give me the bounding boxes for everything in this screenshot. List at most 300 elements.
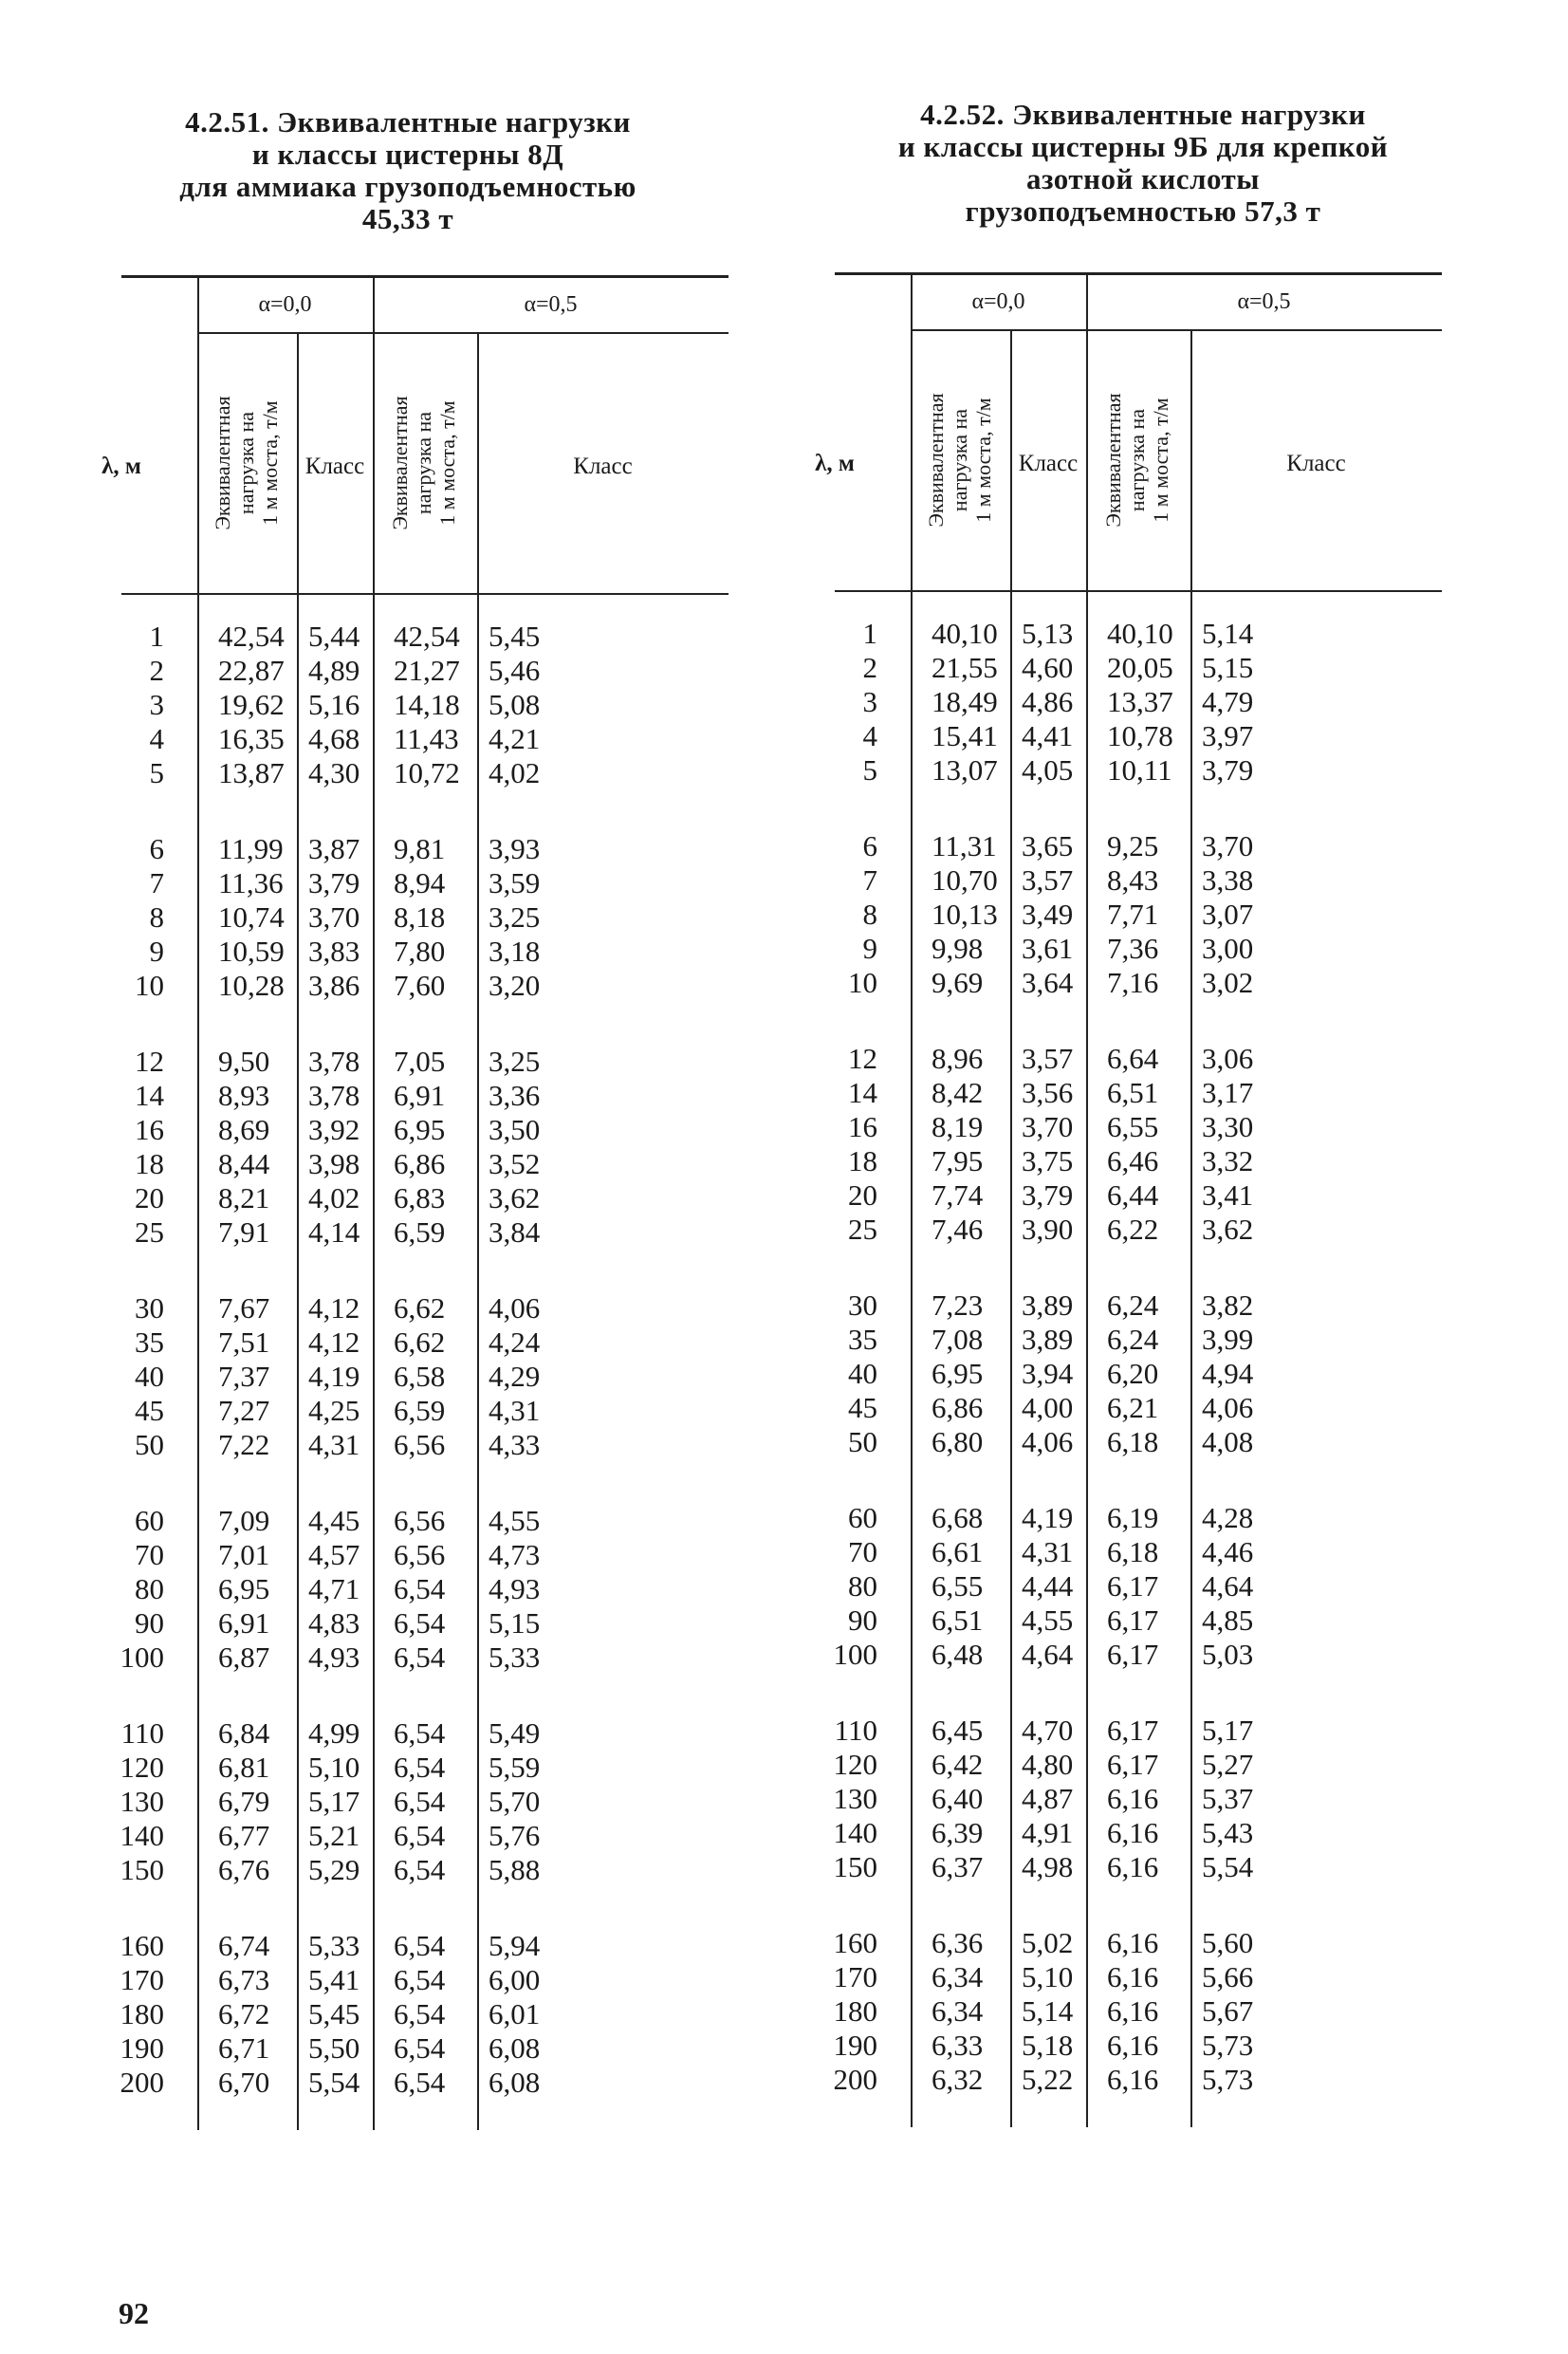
class-cell-a05: 3,82 [1202, 1288, 1254, 1322]
lambda-cell: 9 [862, 932, 877, 965]
load-cell-a0: 19,62 [218, 688, 285, 721]
load-cell-a0: 6,72 [218, 1997, 270, 2030]
load-cell-a05: 6,19 [1107, 1501, 1159, 1534]
class-cell-a0: 4,30 [308, 756, 360, 789]
load-cell-a0: 6,51 [932, 1603, 984, 1637]
class-cell-a05: 5,37 [1202, 1782, 1254, 1815]
load-cell-a05: 11,43 [394, 722, 459, 755]
load-cell-a05: 6,18 [1107, 1535, 1159, 1568]
lambda-cell: 70 [135, 1538, 164, 1571]
load-cell-a05: 6,62 [394, 1325, 446, 1359]
load-cell-a0: 6,32 [932, 2063, 984, 2096]
class-cell-a05: 5,15 [1202, 651, 1254, 684]
class-cell-a0: 4,12 [308, 1325, 360, 1359]
class-cell-a05: 4,28 [1202, 1501, 1254, 1534]
alpha-right-label: α=0,5 [1237, 289, 1291, 314]
class-cell-a05: 5,08 [489, 688, 541, 721]
load-cell-a05: 8,43 [1107, 863, 1159, 897]
class-cell-a0: 3,61 [1022, 932, 1074, 965]
lambda-cell: 7 [149, 866, 164, 899]
load-cell-a0: 42,54 [218, 620, 285, 653]
load-cell-a05: 6,16 [1107, 1850, 1159, 1883]
class-cell-a0: 3,75 [1022, 1144, 1074, 1177]
class-cell-a0: 4,80 [1022, 1748, 1074, 1781]
load-cell-a05: 6,54 [394, 1640, 446, 1674]
lambda-cell: 90 [135, 1606, 164, 1640]
load-header-line: 1 м моста, т/м [435, 399, 459, 526]
lambda-cell: 7 [862, 863, 877, 897]
class-cell-a0: 4,25 [308, 1394, 360, 1427]
load-cell-a0: 7,91 [218, 1215, 270, 1249]
load-cell-a05: 14,18 [394, 688, 460, 721]
class-cell-a05: 5,73 [1202, 2063, 1254, 2096]
lambda-cell: 140 [120, 1819, 164, 1852]
class-cell-a05: 3,79 [1202, 753, 1254, 787]
class-cell-a0: 3,98 [308, 1147, 360, 1180]
class-cell-a05: 6,00 [489, 1963, 541, 1996]
load-cell-a05: 6,54 [394, 1997, 446, 2030]
class-cell-a05: 3,07 [1202, 898, 1254, 931]
lambda-cell: 100 [120, 1640, 164, 1674]
alpha-rule [911, 329, 1442, 331]
lambda-cell: 190 [833, 2029, 877, 2062]
load-cell-a05: 10,78 [1107, 719, 1173, 752]
lambda-cell: 180 [833, 1994, 877, 2028]
lambda-cell: 10 [135, 969, 164, 1002]
load-cell-a0: 6,74 [218, 1929, 270, 1962]
class-cell-a05: 6,08 [489, 2066, 541, 2099]
class-cell-a0: 4,99 [308, 1716, 360, 1750]
load-cell-a05: 6,58 [394, 1360, 446, 1393]
top-rule [835, 272, 1442, 275]
load-cell-a05: 7,36 [1107, 932, 1159, 965]
lambda-cell: 40 [135, 1360, 164, 1393]
load-cell-a05: 6,54 [394, 1819, 446, 1852]
lambda-cell: 100 [833, 1638, 877, 1671]
load-cell-a05: 6,54 [394, 1963, 446, 1996]
class-cell-a0: 3,64 [1022, 966, 1074, 999]
lambda-cell: 2 [149, 654, 164, 687]
load-cell-a0: 7,51 [218, 1325, 270, 1359]
load-cell-a05: 6,59 [394, 1394, 446, 1427]
lambda-cell: 45 [135, 1394, 164, 1427]
load-cell-a0: 6,95 [932, 1357, 984, 1390]
class-cell-a05: 5,67 [1202, 1994, 1254, 2028]
class-cell-a05: 5,17 [1202, 1714, 1254, 1747]
load-cell-a0: 16,35 [218, 722, 285, 755]
load-cell-a05: 6,46 [1107, 1144, 1159, 1177]
load-cell-a0: 7,67 [218, 1291, 270, 1325]
class-cell-a05: 3,62 [1202, 1213, 1254, 1246]
class-cell-a0: 4,70 [1022, 1714, 1074, 1747]
class-cell-a05: 4,85 [1202, 1603, 1254, 1637]
class-cell-a05: 3,02 [1202, 966, 1254, 999]
class-cell-a0: 5,13 [1022, 617, 1074, 650]
lambda-cell: 110 [120, 1716, 164, 1750]
header-bottom-rule [835, 590, 1442, 592]
class-cell-a0: 4,87 [1022, 1782, 1074, 1815]
class-cell-a05: 4,31 [489, 1394, 541, 1427]
class-cell-a0: 3,89 [1022, 1288, 1074, 1322]
table-1-title-line-1: 4.2.51. Эквивалентные нагрузки [185, 105, 631, 139]
load-cell-a0: 8,96 [932, 1042, 984, 1075]
lambda-cell: 60 [848, 1501, 877, 1534]
load-cell-a05: 6,54 [394, 1606, 446, 1640]
class-cell-a05: 3,06 [1202, 1042, 1254, 1075]
load-cell-a05: 6,16 [1107, 1816, 1159, 1849]
class-header-left: Класс [1018, 451, 1079, 476]
load-cell-a05: 6,86 [394, 1147, 446, 1180]
load-cell-a05: 7,16 [1107, 966, 1159, 999]
lambda-cell: 25 [848, 1213, 877, 1246]
class-cell-a0: 4,31 [1022, 1535, 1074, 1568]
load-cell-a0: 6,76 [218, 1853, 270, 1886]
class-cell-a05: 4,21 [489, 722, 541, 755]
load-header-line: Эквивалентная [388, 395, 412, 530]
column-rule [911, 272, 913, 2127]
load-cell-a0: 7,23 [932, 1288, 984, 1322]
class-cell-a05: 5,43 [1202, 1816, 1254, 1849]
lambda-cell: 30 [848, 1288, 877, 1322]
load-header-line: нагрузка на [1125, 408, 1149, 511]
class-cell-a0: 4,05 [1022, 753, 1074, 787]
class-cell-a05: 3,30 [1202, 1110, 1254, 1143]
load-cell-a0: 6,37 [932, 1850, 984, 1883]
class-cell-a05: 5,27 [1202, 1748, 1254, 1781]
lambda-cell: 1 [862, 617, 877, 650]
lambda-cell: 10 [848, 966, 877, 999]
load-cell-a0: 8,19 [932, 1110, 984, 1143]
load-cell-a0: 8,44 [218, 1147, 270, 1180]
load-cell-a05: 6,64 [1107, 1042, 1159, 1075]
load-cell-a0: 9,50 [218, 1045, 270, 1078]
load-cell-a0: 10,28 [218, 969, 285, 1002]
load-header-line: нагрузка на [233, 411, 258, 514]
load-cell-a05: 21,27 [394, 654, 460, 687]
load-cell-a0: 7,46 [932, 1213, 984, 1246]
load-cell-a05: 6,55 [1107, 1110, 1159, 1143]
load-cell-a05: 10,72 [394, 756, 460, 789]
load-cell-a05: 6,62 [394, 1291, 446, 1325]
lambda-cell: 90 [848, 1603, 877, 1637]
lambda-cell: 40 [848, 1357, 877, 1390]
lambda-cell: 50 [135, 1428, 164, 1461]
class-cell-a0: 5,10 [308, 1751, 360, 1784]
lambda-cell: 14 [848, 1076, 877, 1109]
load-cell-a05: 9,25 [1107, 829, 1159, 862]
alpha-rule [197, 332, 729, 334]
load-cell-a0: 13,87 [218, 756, 285, 789]
load-cell-a0: 7,09 [218, 1504, 270, 1537]
class-cell-a05: 5,45 [489, 620, 541, 653]
lambda-cell: 2 [862, 651, 877, 684]
load-cell-a05: 6,56 [394, 1538, 446, 1571]
lambda-cell: 130 [120, 1785, 164, 1818]
lambda-cell: 18 [848, 1144, 877, 1177]
load-cell-a0: 10,13 [932, 898, 998, 931]
load-cell-a05: 6,95 [394, 1113, 446, 1146]
load-cell-a05: 10,11 [1107, 753, 1172, 787]
lambda-cell: 8 [862, 898, 877, 931]
lambda-cell: 25 [135, 1215, 164, 1249]
load-header-line: Эквивалентная [923, 392, 948, 528]
lambda-cell: 35 [135, 1325, 164, 1359]
class-cell-a05: 5,60 [1202, 1926, 1254, 1959]
header-bottom-rule [121, 593, 729, 595]
load-cell-a05: 6,54 [394, 1853, 446, 1886]
load-cell-a05: 6,21 [1107, 1391, 1159, 1424]
class-cell-a0: 3,94 [1022, 1357, 1074, 1390]
class-cell-a05: 3,17 [1202, 1076, 1254, 1109]
load-cell-a05: 6,24 [1107, 1323, 1159, 1356]
load-cell-a05: 6,16 [1107, 1926, 1159, 1959]
load-cell-a05: 6,16 [1107, 2029, 1159, 2062]
load-header-line: 1 м моста, т/м [970, 397, 995, 523]
class-cell-a0: 4,68 [308, 722, 360, 755]
class-cell-a05: 3,25 [489, 1045, 541, 1078]
lambda-cell: 4 [862, 719, 877, 752]
class-cell-a0: 4,93 [308, 1640, 360, 1674]
table-2-title-line-4: грузоподъемностью 57,3 т [965, 195, 1321, 228]
class-cell-a0: 5,50 [308, 2031, 360, 2065]
load-cell-a0: 6,84 [218, 1716, 270, 1750]
load-cell-a05: 20,05 [1107, 651, 1173, 684]
class-cell-a0: 5,45 [308, 1997, 360, 2030]
lambda-cell: 190 [120, 2031, 164, 2065]
load-cell-a05: 7,80 [394, 935, 446, 968]
class-cell-a05: 4,94 [1202, 1357, 1254, 1390]
lambda-cell: 12 [135, 1045, 164, 1078]
class-cell-a05: 3,18 [489, 935, 541, 968]
lambda-cell: 30 [135, 1291, 164, 1325]
class-cell-a0: 4,55 [1022, 1603, 1074, 1637]
class-cell-a0: 4,83 [308, 1606, 360, 1640]
class-cell-a0: 4,31 [308, 1428, 360, 1461]
load-header-line: нагрузка на [412, 411, 435, 514]
lambda-cell: 200 [120, 2066, 164, 2099]
lambda-cell: 120 [120, 1751, 164, 1784]
load-cell-a0: 8,93 [218, 1079, 270, 1112]
class-cell-a05: 5,46 [489, 654, 541, 687]
class-cell-a05: 3,93 [489, 832, 541, 865]
class-cell-a05: 6,08 [489, 2031, 541, 2065]
load-header-line: нагрузка на [947, 408, 971, 511]
load-header-line: 1 м моста, т/м [1149, 397, 1172, 523]
column-rule [1010, 329, 1012, 2127]
load-cell-a0: 13,07 [932, 753, 998, 787]
load-header-right [1101, 337, 1175, 584]
class-cell-a05: 3,25 [489, 900, 541, 934]
lambda-cell: 14 [135, 1079, 164, 1112]
table-1-title-line-2: и классы цистерны 8Д [251, 138, 564, 171]
class-cell-a0: 5,41 [308, 1963, 360, 1996]
class-cell-a05: 5,73 [1202, 2029, 1254, 2062]
load-cell-a05: 6,24 [1107, 1288, 1159, 1322]
load-cell-a05: 42,54 [394, 620, 460, 653]
load-cell-a05: 6,54 [394, 2066, 446, 2099]
class-cell-a0: 5,18 [1022, 2029, 1074, 2062]
load-cell-a05: 6,18 [1107, 1425, 1159, 1458]
alpha-left-label: α=0,0 [971, 289, 1025, 314]
lambda-cell: 180 [120, 1997, 164, 2030]
load-cell-a05: 6,17 [1107, 1714, 1159, 1747]
lambda-cell: 130 [833, 1782, 877, 1815]
lambda-cell: 35 [848, 1323, 877, 1356]
class-cell-a0: 3,87 [308, 832, 360, 865]
lambda-cell: 60 [135, 1504, 164, 1537]
lambda-cell: 200 [833, 2063, 877, 2096]
class-cell-a0: 5,29 [308, 1853, 360, 1886]
table-2-title-line-1: 4.2.52. Эквивалентные нагрузки [920, 98, 1366, 131]
class-cell-a05: 5,66 [1202, 1960, 1254, 1993]
load-cell-a0: 7,27 [218, 1394, 270, 1427]
class-cell-a0: 4,00 [1022, 1391, 1074, 1424]
load-cell-a05: 13,37 [1107, 685, 1173, 718]
load-cell-a05: 6,22 [1107, 1213, 1159, 1246]
class-cell-a05: 5,33 [489, 1640, 541, 1674]
class-cell-a0: 4,57 [308, 1538, 360, 1571]
class-cell-a0: 4,60 [1022, 651, 1074, 684]
load-cell-a05: 6,16 [1107, 2063, 1159, 2096]
column-rule [373, 275, 375, 2130]
class-header-right: Класс [1286, 451, 1346, 476]
load-cell-a0: 6,61 [932, 1535, 984, 1568]
alpha-right-label: α=0,5 [524, 292, 578, 317]
lambda-cell: 3 [862, 685, 877, 718]
load-cell-a0: 6,95 [218, 1572, 270, 1605]
class-cell-a05: 3,59 [489, 866, 541, 899]
class-cell-a0: 4,44 [1022, 1569, 1074, 1603]
class-cell-a0: 4,19 [308, 1360, 360, 1393]
class-cell-a0: 5,16 [308, 688, 360, 721]
load-header-line: Эквивалентная [1101, 392, 1125, 528]
lambda-cell: 170 [120, 1963, 164, 1996]
class-cell-a05: 4,79 [1202, 685, 1254, 718]
class-cell-a05: 4,06 [1202, 1391, 1254, 1424]
class-cell-a0: 3,78 [308, 1045, 360, 1078]
load-cell-a0: 11,36 [218, 866, 284, 899]
class-cell-a05: 3,00 [1202, 932, 1254, 965]
load-cell-a0: 7,08 [932, 1323, 984, 1356]
load-cell-a0: 6,87 [218, 1640, 270, 1674]
lambda-cell: 150 [120, 1853, 164, 1886]
class-cell-a05: 3,36 [489, 1079, 541, 1112]
class-cell-a05: 5,03 [1202, 1638, 1254, 1671]
load-cell-a0: 6,70 [218, 2066, 270, 2099]
load-cell-a0: 6,81 [218, 1751, 270, 1784]
class-cell-a0: 3,57 [1022, 1042, 1074, 1075]
load-cell-a0: 6,42 [932, 1748, 984, 1781]
class-cell-a0: 5,21 [308, 1819, 360, 1852]
class-cell-a0: 5,17 [308, 1785, 360, 1818]
column-rule [197, 275, 199, 2130]
load-cell-a0: 6,48 [932, 1638, 984, 1671]
alpha-left-label: α=0,0 [258, 292, 312, 317]
load-header-left [924, 337, 998, 584]
lambda-cell: 5 [862, 753, 877, 787]
class-cell-a05: 4,06 [489, 1291, 541, 1325]
lambda-cell: 16 [135, 1113, 164, 1146]
class-cell-a05: 5,70 [489, 1785, 541, 1818]
lambda-cell: 9 [149, 935, 164, 968]
load-cell-a05: 40,10 [1107, 617, 1173, 650]
load-cell-a05: 6,54 [394, 1785, 446, 1818]
load-cell-a05: 6,59 [394, 1215, 446, 1249]
class-cell-a05: 3,32 [1202, 1144, 1254, 1177]
load-cell-a05: 8,18 [394, 900, 446, 934]
lambda-cell: 8 [149, 900, 164, 934]
lambda-cell: 160 [120, 1929, 164, 1962]
class-cell-a0: 3,56 [1022, 1076, 1074, 1109]
load-cell-a0: 6,34 [932, 1960, 984, 1993]
load-cell-a0: 18,49 [932, 685, 998, 718]
load-cell-a05: 6,20 [1107, 1357, 1159, 1390]
lambda-cell: 170 [833, 1960, 877, 1993]
load-cell-a0: 15,41 [932, 719, 998, 752]
load-cell-a05: 6,54 [394, 1751, 446, 1784]
class-cell-a0: 3,83 [308, 935, 360, 968]
class-cell-a05: 3,84 [489, 1215, 541, 1249]
lambda-cell: 6 [149, 832, 164, 865]
load-cell-a05: 6,17 [1107, 1603, 1159, 1637]
load-cell-a0: 6,34 [932, 1994, 984, 2028]
class-cell-a05: 4,93 [489, 1572, 541, 1605]
load-cell-a0: 8,21 [218, 1181, 270, 1214]
class-cell-a05: 4,73 [489, 1538, 541, 1571]
class-cell-a0: 4,45 [308, 1504, 360, 1537]
class-cell-a0: 5,22 [1022, 2063, 1074, 2096]
class-cell-a0: 4,89 [308, 654, 360, 687]
class-cell-a0: 3,65 [1022, 829, 1074, 862]
class-cell-a05: 3,38 [1202, 863, 1254, 897]
lambda-cell: 1 [149, 620, 164, 653]
load-cell-a0: 10,59 [218, 935, 285, 968]
load-cell-a0: 11,31 [932, 829, 997, 862]
load-cell-a05: 6,44 [1107, 1178, 1159, 1212]
load-cell-a0: 6,36 [932, 1926, 984, 1959]
load-cell-a05: 6,56 [394, 1428, 446, 1461]
class-cell-a0: 3,49 [1022, 898, 1074, 931]
class-cell-a05: 5,94 [489, 1929, 541, 1962]
load-cell-a0: 10,70 [932, 863, 998, 897]
class-cell-a05: 5,14 [1202, 617, 1254, 650]
lambda-cell: 80 [135, 1572, 164, 1605]
load-cell-a0: 6,33 [932, 2029, 984, 2062]
class-cell-a05: 5,76 [489, 1819, 541, 1852]
lambda-header: λ, м [101, 454, 141, 479]
load-cell-a05: 7,05 [394, 1045, 446, 1078]
lambda-cell: 6 [862, 829, 877, 862]
load-cell-a0: 6,91 [218, 1606, 270, 1640]
class-cell-a0: 4,14 [308, 1215, 360, 1249]
class-cell-a05: 5,59 [489, 1751, 541, 1784]
column-rule [297, 332, 299, 2130]
load-cell-a0: 7,95 [932, 1144, 984, 1177]
class-cell-a05: 4,24 [489, 1325, 541, 1359]
load-cell-a05: 7,71 [1107, 898, 1159, 931]
table-1-title-line-3: для аммиака грузоподъемностью [179, 170, 636, 203]
load-cell-a0: 8,42 [932, 1076, 984, 1109]
class-cell-a0: 3,70 [1022, 1110, 1074, 1143]
class-cell-a0: 4,41 [1022, 719, 1074, 752]
class-cell-a0: 4,12 [308, 1291, 360, 1325]
load-cell-a0: 7,74 [932, 1178, 984, 1212]
load-cell-a05: 6,54 [394, 2031, 446, 2065]
lambda-cell: 16 [848, 1110, 877, 1143]
load-cell-a05: 6,17 [1107, 1638, 1159, 1671]
load-cell-a0: 6,79 [218, 1785, 270, 1818]
column-rule [1190, 329, 1192, 2127]
